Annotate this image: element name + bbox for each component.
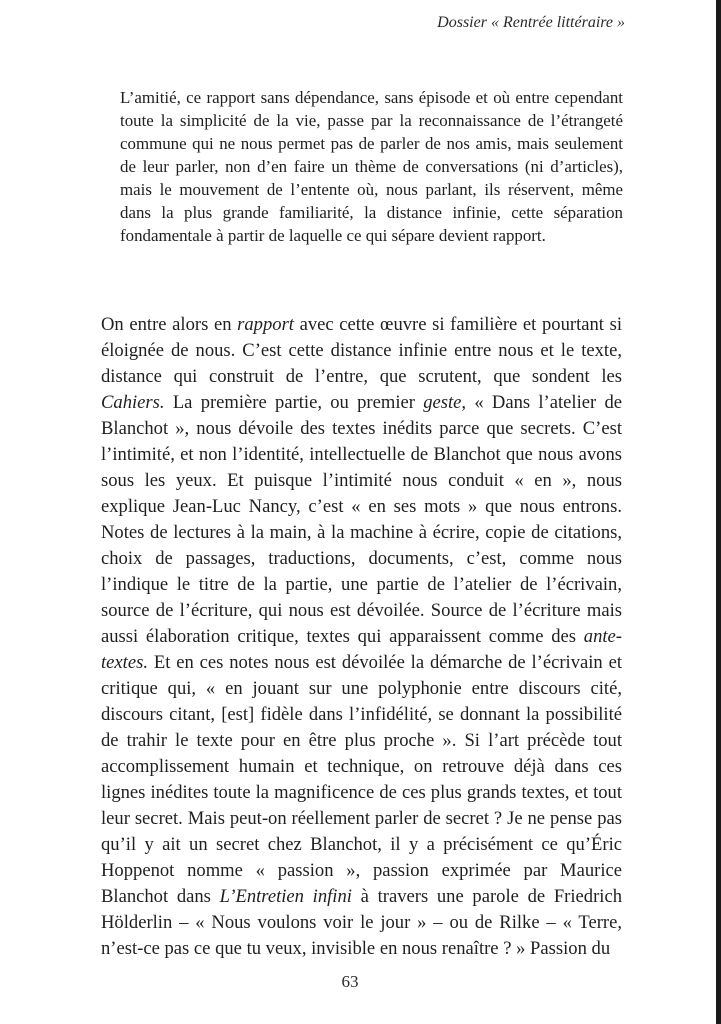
running-header: Dossier « Rentrée littéraire » <box>437 14 625 31</box>
italic-rapport: rapport <box>237 314 294 335</box>
body-text-segment: avec cette œuvre si familière et pourtant si éloignée de nous. C’est cette distance infinie entre nous et le texte, distance qui construit de l’entre, que scrutent, que sondent les <box>101 314 622 387</box>
page-number: 63 <box>341 972 359 991</box>
body-text-segment: On entre alors en <box>101 314 238 335</box>
italic-cahiers: Cahiers. <box>101 392 165 413</box>
body-paragraph <box>101 312 622 962</box>
body-text-segment: La première partie, ou premier <box>164 392 424 413</box>
body-text-segment: Et en ces notes nous est dévoilée la démarche de l’écrivain et critique qui, « en jouant sur une polyphonie entre discours cité, discours citant, [est] fidèle dans l’infidélité, se donnant la possibilité de trahir le texte pour en être plus proche ». Si l’art précède tout accomplissement humain et technique, on retrouve déjà dans ces lignes inédites toute la magnificence de ces plus grands textes, et tout leur secret. Mais peut-on réellement parler de secret ? Je ne pense pas qu’il y ait un secret chez Blanchot, il y a précisément ce qu’Éric Hoppenot nomme « passion », passion exprimée par Maurice Blanchot dans <box>101 652 622 907</box>
page-edge-border <box>716 0 721 1024</box>
body-text-segment: à travers une parole de Friedrich Hölderlin – « Nous voulons voir le jour » – ou de Rilke – « Terre, n’est-ce pas ce que tu veux, invisible en nous renaître ? » Passion du <box>101 886 623 959</box>
italic-ante-textes: ante-textes. <box>101 626 622 673</box>
block-quotation: L’amitié, ce rapport sans dépendance, sans épisode et où entre cependant toute la simplicité de la vie, passe par la reconnaissance de l’étrangeté commune qui ne nous permet pas de parler de nos amis, mais seulement de leur parler, non d’en faire un thème de conversations (ni d’articles), mais le mouvement de l’entente où, nous parlant, ils réservent, même dans la plus grande familiarité, la distance infinie, cette séparation fondamentale à partir de laquelle ce qui sépare devient rapport. <box>120 88 623 245</box>
italic-entretien-infini: L’Entretien infini <box>219 886 352 907</box>
body-text-segment: « Dans l’atelier de Blanchot », nous dévoile des textes inédits parce que secrets. C’est l’intimité, et non l’identité, intellectuelle de Blanchot que nous avons sous les yeux. Et puisque l’intimité nous conduit « en », nous explique Jean-Luc Nancy, c’est « en ses mots » que nous entrons. Notes de lectures à la main, à la machine à écrire, copie de citations, choix de passages, traductions, documents, c’est, comme nous l’indique le titre de la partie, une partie de l’atelier de l’écrivain, source de l’écriture, qui nous est dévoilée. Source de l’écriture mais aussi élaboration critique, textes qui apparaissent comme des <box>101 392 622 647</box>
italic-geste: geste, <box>423 392 467 413</box>
